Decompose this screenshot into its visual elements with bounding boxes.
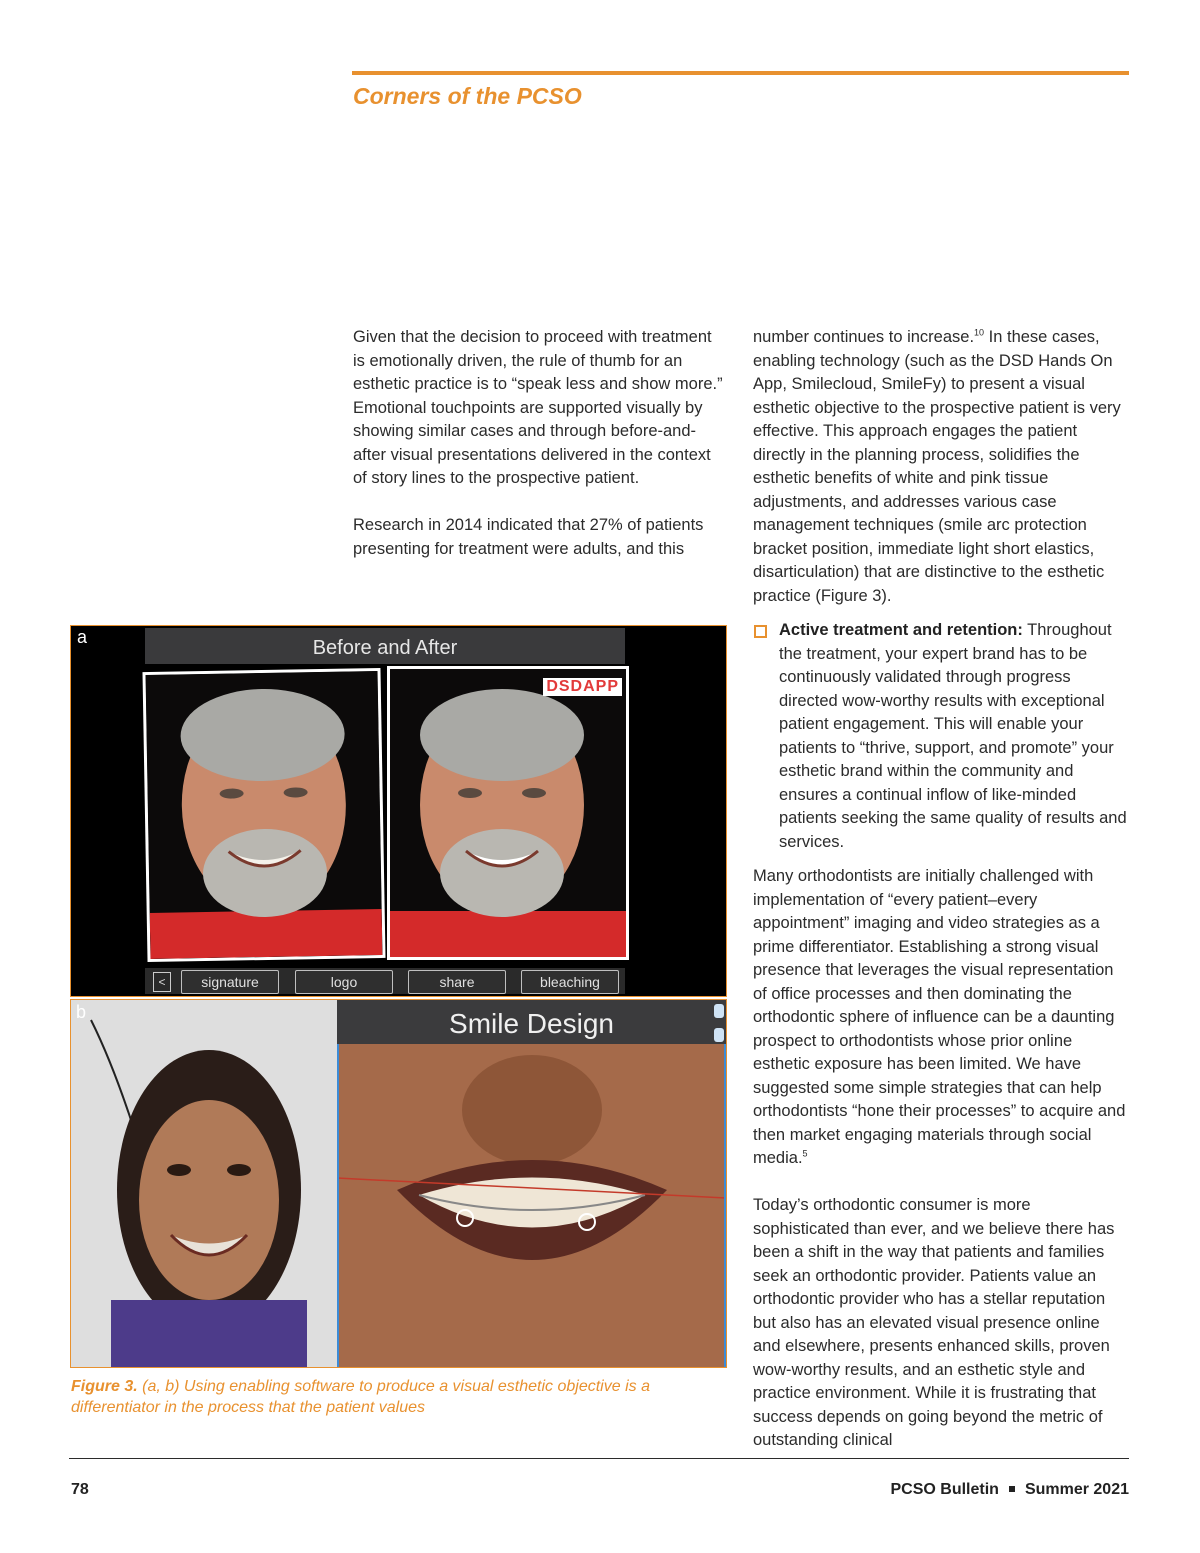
page-number: 78 — [71, 1481, 89, 1498]
smile-design-title: Smile Design — [337, 1000, 726, 1044]
side-tool-icons[interactable] — [714, 1004, 724, 1052]
panel-letter-b: b — [76, 1002, 87, 1022]
footer-publication: PCSO Bulletin Summer 2021 — [890, 1481, 1129, 1498]
signature-button[interactable]: signature — [181, 970, 279, 994]
panel-letter-a: a — [77, 627, 88, 647]
figure-3 — [70, 625, 727, 1368]
bullet-text: Throughout the treatment, your expert brand has to be continuously validated through progress directed wow-worthy results with exceptional patient engagement. This will enable your patients to “thrive, support, and promote” your esthetic brand within the community and ensures a continual inflow of like-minded patients seeking the same quality of results and services. — [779, 621, 1127, 851]
footer-rule — [69, 1458, 1129, 1459]
paragraph: Many orthodontists are initially challenged with implementation of “every patient–every appointment” imaging and video strategies as a prime differentiator. Establishing a strong visual presence that leverages the visual representation of office processes and then dominating the orthodontic sphere of influence can be a daunting prospect to orthodontists whose prior online esthetic exposure has been limited. We have suggested some simple strategies that can help orthodontists “hone their processes” to acquire and then market engaging materials through social media.$^5$ — [753, 867, 1126, 1167]
paragraph: Today’s orthodontic consumer is more sophisticated than ever, and we believe there has been a shift in the way that patients and families seek an orthodontic provider. Patients value an orthodontic provider who has a stellar reputation but also has an elevated visual presence online and elsewhere, presents enhanced skills, proven wow-worthy results, and an esthetic style and practice environment. While it is frustrating that success depends on going beyond the metric of outstanding clinical — [753, 1196, 1115, 1449]
section-title: Corners of the PCSO — [353, 83, 582, 109]
paragraph: Research in 2014 indicated that 27% of patients presenting for treatment were adults, and this — [353, 516, 704, 558]
before-photo — [142, 668, 385, 962]
back-button[interactable]: < — [153, 972, 171, 992]
tool-icon[interactable] — [714, 1004, 724, 1018]
citation-ref: 5 — [802, 1148, 808, 1159]
paragraph: number continues to increase.$^{10}$ In these cases, enabling technology (such as the DSD Hands On App, Smilecloud, SmileFy) to present a visual esthetic objective to the prospective patient is very effective. This approach engages the patient directly in the planning process, solidifies the esthetic benefits of white and pink tissue adjustments, and addresses various case management techniques (smile arc protection bracket position, immediate light short elastics, disarticulation) that are distinctive to the esthetic practice (Figure 3). — [753, 327, 1121, 605]
after-photo — [387, 666, 629, 960]
logo-button[interactable]: logo — [295, 970, 393, 994]
app-toolbar — [145, 968, 625, 994]
footer-separator — [1009, 1486, 1015, 1492]
smile-design-frame — [337, 1000, 726, 1368]
right-column — [753, 326, 1129, 1453]
header-rule — [352, 71, 1129, 75]
figure-caption: Figure 3. (a, b) Using enabling software to produce a visual esthetic objective is a differentiator in the process that the patient values — [71, 1378, 650, 1416]
citation-ref: 10 — [974, 327, 985, 338]
patient-portrait-image — [146, 671, 383, 959]
figure-panel-b — [70, 999, 727, 1368]
tool-icon[interactable] — [714, 1028, 724, 1042]
figure-panel-a — [70, 625, 727, 997]
left-column — [353, 326, 725, 561]
paragraph: Given that the decision to proceed with treatment is emotionally driven, the rule of thumb for an esthetic practice is to “speak less and show more.” Emotional touchpoints are supported visually by showing similar cases and through before-and-after visual presentations delivered in the context of story lines to the prospective patient. — [353, 328, 723, 487]
bullet-label: Active treatment and retention: — [779, 621, 1023, 639]
patient-portrait-image — [390, 669, 626, 957]
before-after-title: Before and After — [145, 628, 625, 664]
bullet-item — [753, 619, 1129, 854]
patient-face-image — [71, 1000, 337, 1368]
bleaching-button[interactable]: bleaching — [521, 970, 619, 994]
bullet-square-icon — [754, 625, 767, 638]
share-button[interactable]: share — [408, 970, 506, 994]
dsd-app-logo: DSDAPP — [543, 678, 622, 696]
